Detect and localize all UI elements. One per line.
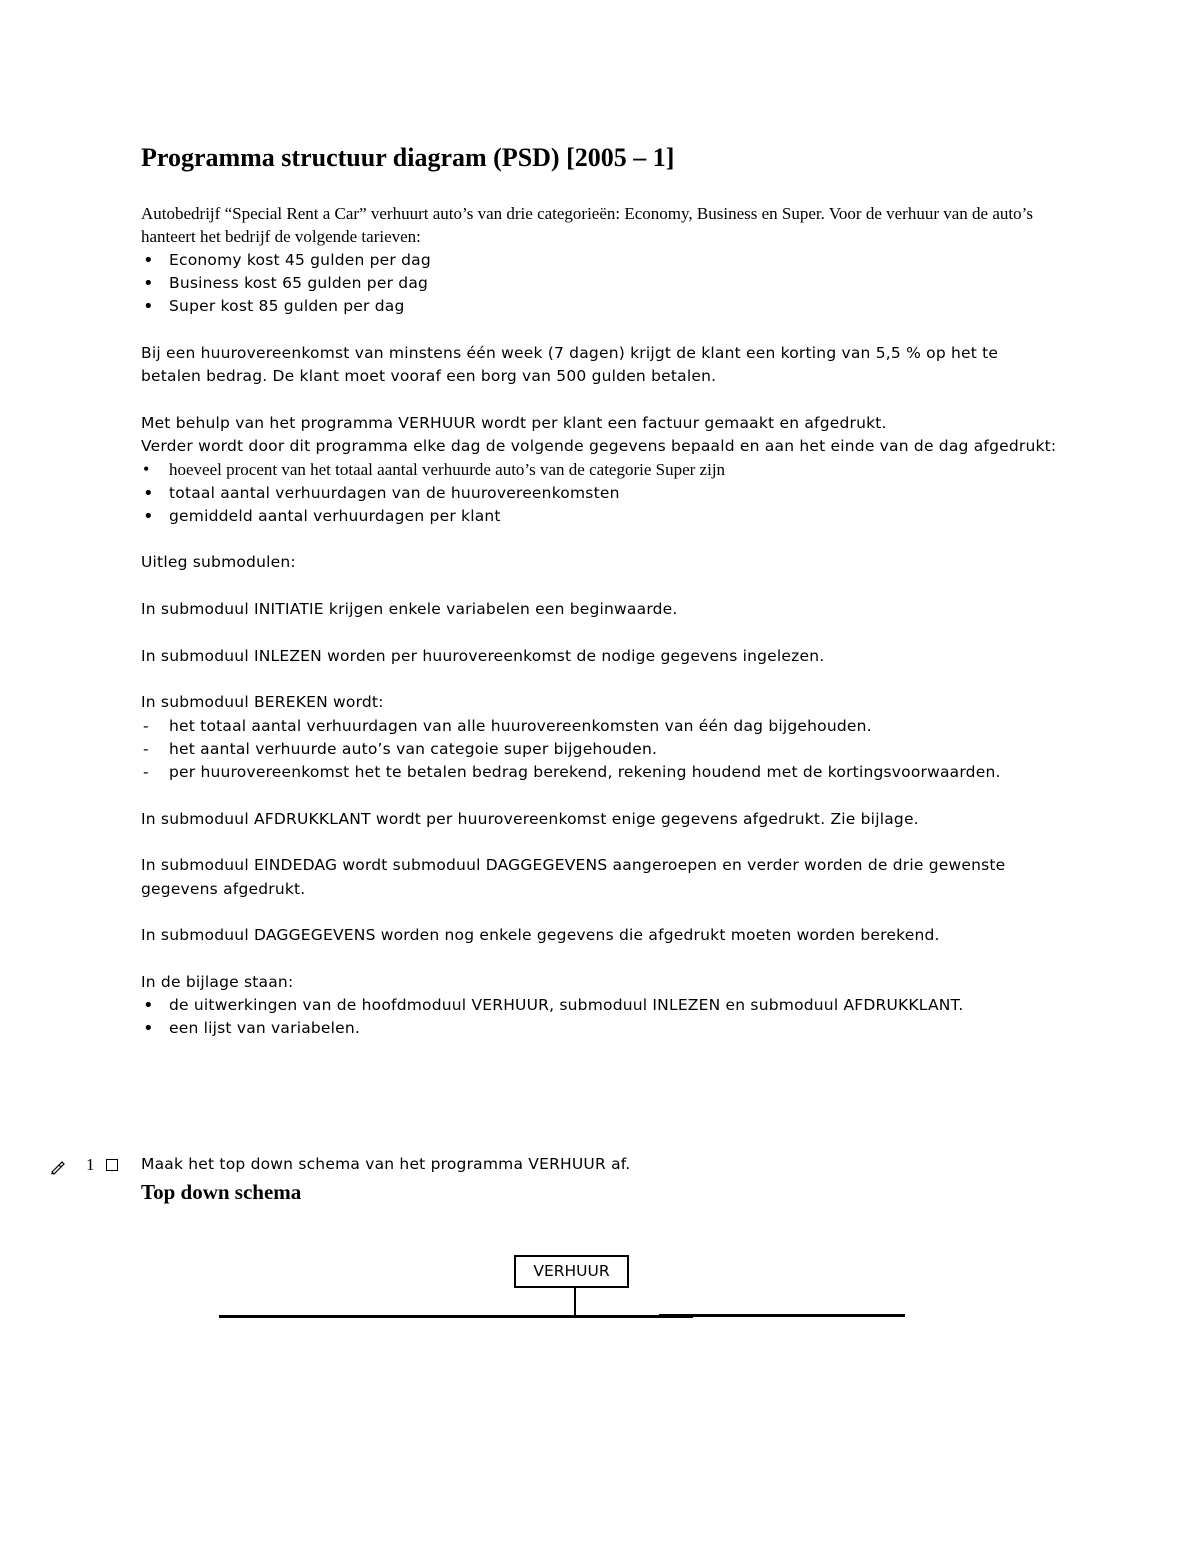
discount-paragraph: Bij een huurovereenkomst van minstens één week (7 dagen) krijgt de klant een korting van 5,5 % op het te betalen bedrag. De klant moet vooraf een borg van 500 gulden betalen. [141,343,999,386]
question-number: 1 [86,1155,95,1174]
bijlage-list [141,994,1061,1041]
list-item: • totaal aantal verhuurdagen van de huurovereenkomsten [141,482,1061,505]
list-item: - per huurovereenkomst het te betalen bedrag berekend, rekening houdend met de kortingsvoorwaarden. [141,761,1061,784]
bijlage-intro: In de bijlage staan: [141,972,294,991]
branch-line [219,1315,693,1318]
root-module-box: VERHUUR [514,1255,629,1288]
top-down-heading: Top down schema [141,1180,302,1204]
list-item: • gemiddeld aantal verhuurdagen per klant [141,505,1061,528]
document-body [141,202,1061,1064]
daily-data-list [141,458,1061,528]
top-down-diagram [0,1240,1200,1340]
bereken-intro: In submoduul BEREKEN wordt: [141,693,384,712]
pen-icon [50,1159,66,1175]
question-row [0,1155,1200,1179]
list-item: • Super kost 85 gulden per dag [141,295,1061,318]
list-item: • hoeveel procent van het totaal aantal verhuurde auto’s van de categorie Super zijn [141,458,1061,481]
question-text: Maak het top down schema van het programma VERHUUR af. [141,1155,631,1173]
inlezen-paragraph: In submoduul INLEZEN worden per huurovereenkomst de nodige gegevens ingelezen. [141,646,825,665]
list-item: • de uitwerkingen van de hoofdmoduul VERHUUR, submoduul INLEZEN en submoduul AFDRUKKLANT. [141,994,1061,1017]
intro-paragraph: Autobedrijf “Special Rent a Car” verhuurt auto’s van drie categorieën: Economy, Business en Super. Voor de verhuur van de auto’s hanteert het bedrijf de volgende tarieven: [141,204,1033,247]
list-item: • Economy kost 45 gulden per dag [141,249,1061,272]
page-title: Programma structuur diagram (PSD) [2005 – 1] [141,143,675,172]
uitleg-heading: Uitleg submodulen: [141,553,296,572]
list-item: - het totaal aantal verhuurdagen van alle huurovereenkomsten van één dag bijgehouden. [141,715,1061,738]
list-item: • Business kost 65 gulden per dag [141,272,1061,295]
list-item: - het aantal verhuurde auto’s van categoie super bijgehouden. [141,738,1061,761]
bereken-list [141,715,1061,785]
program-paragraph-2: Verder wordt door dit programma elke dag de volgende gegevens bepaald en aan het einde van de dag afgedrukt: [141,436,1057,455]
eindedag-paragraph: In submoduul EINDEDAG wordt submoduul DAGGEGEVENS aangeroepen en verder worden de drie gewenste gegevens afgedrukt. [141,856,1006,898]
checkbox-icon[interactable] [106,1159,118,1171]
branch-line [659,1314,905,1317]
daggegevens-paragraph: In submoduul DAGGEGEVENS worden nog enkele gegevens die afgedrukt moeten worden berekend. [141,926,940,945]
afdrukklant-paragraph: In submoduul AFDRUKKLANT wordt per huurovereenkomst enige gegevens afgedrukt. Zie bijlage. [141,809,919,828]
initiatie-paragraph: In submoduul INITIATIE krijgen enkele variabelen een beginwaarde. [141,600,678,619]
connector-line [574,1288,576,1317]
program-paragraph-1: Met behulp van het programma VERHUUR wordt per klant een factuur gemaakt en afgedrukt. [141,413,887,432]
tariff-list [141,249,1061,319]
list-item: • een lijst van variabelen. [141,1017,1061,1040]
